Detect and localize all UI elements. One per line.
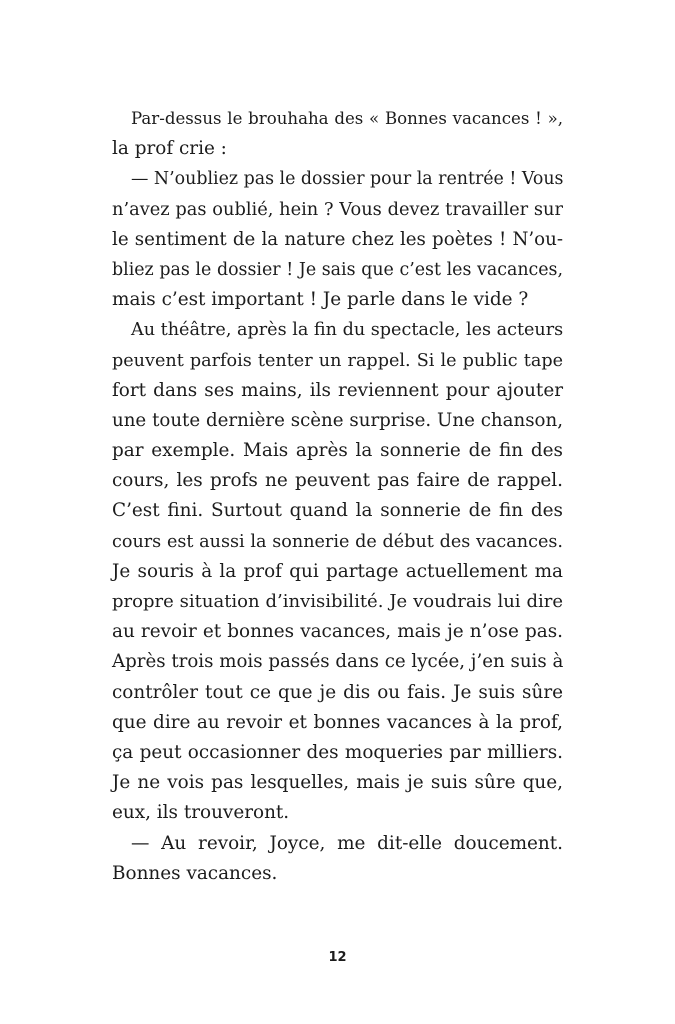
text-line: Par-dessus le brouhaha des « Bonnes vacances ! », — [131, 109, 563, 128]
text-line: C’est fini. Surtout quand la sonnerie de fin des — [112, 500, 563, 522]
text-line: la prof crie : — [112, 138, 227, 160]
text-line: Après trois mois passés dans ce lycée, j’en suis à — [112, 651, 564, 673]
text-line: ça peut occasionner des moqueries par milliers. — [112, 741, 563, 763]
text-line: mais c’est important ! Je parle dans le vide ? — [112, 289, 529, 311]
text-line: cours, les profs ne peuvent pas faire de rappel. — [112, 470, 563, 492]
text-line: peuvent parfois tenter un rappel. Si le public tape — [112, 350, 563, 371]
text-line: Je souris à la prof qui partage actuellement ma — [112, 560, 563, 582]
body-text — [112, 104, 563, 889]
text-line: — N’oubliez pas le dossier pour la rentrée ! Vous — [131, 169, 564, 190]
text-line: n’avez pas oublié, hein ? Vous devez travailler sur — [112, 198, 563, 220]
text-line: que dire au revoir et bonnes vacances à la prof, — [112, 711, 563, 733]
text-line: Je ne vois pas lesquelles, mais je suis sûre que, — [112, 772, 563, 794]
text-line: Bonnes vacances. — [112, 862, 278, 884]
text-line: — Au revoir, Joyce, me dit-elle doucement. — [131, 832, 563, 854]
text-line: fort dans ses mains, ils reviennent pour ajouter — [112, 379, 563, 401]
text-line: au revoir et bonnes vacances, mais je n’ose pas. — [112, 621, 563, 643]
text-line: une toute dernière scène surprise. Une chanson, — [112, 409, 563, 431]
text-line: cours est aussi la sonnerie de début des vacances. — [112, 531, 563, 552]
text-line: le sentiment de la nature chez les poètes ! N’ou- — [112, 228, 563, 250]
text-line: contrôler tout ce que je dis ou fais. Je suis sûre — [112, 681, 563, 703]
text-line: Au théâtre, après la fin du spectacle, les acteurs — [131, 320, 564, 341]
page-number: 12 — [328, 950, 347, 965]
text-line: propre situation d’invisibilité. Je voudrais lui dire — [112, 591, 563, 612]
text-line: par exemple. Mais après la sonnerie de fin des — [112, 440, 563, 462]
text-line: eux, ils trouveront. — [112, 802, 290, 824]
text-line: bliez pas le dossier ! Je sais que c’est les vacances, — [112, 259, 563, 280]
